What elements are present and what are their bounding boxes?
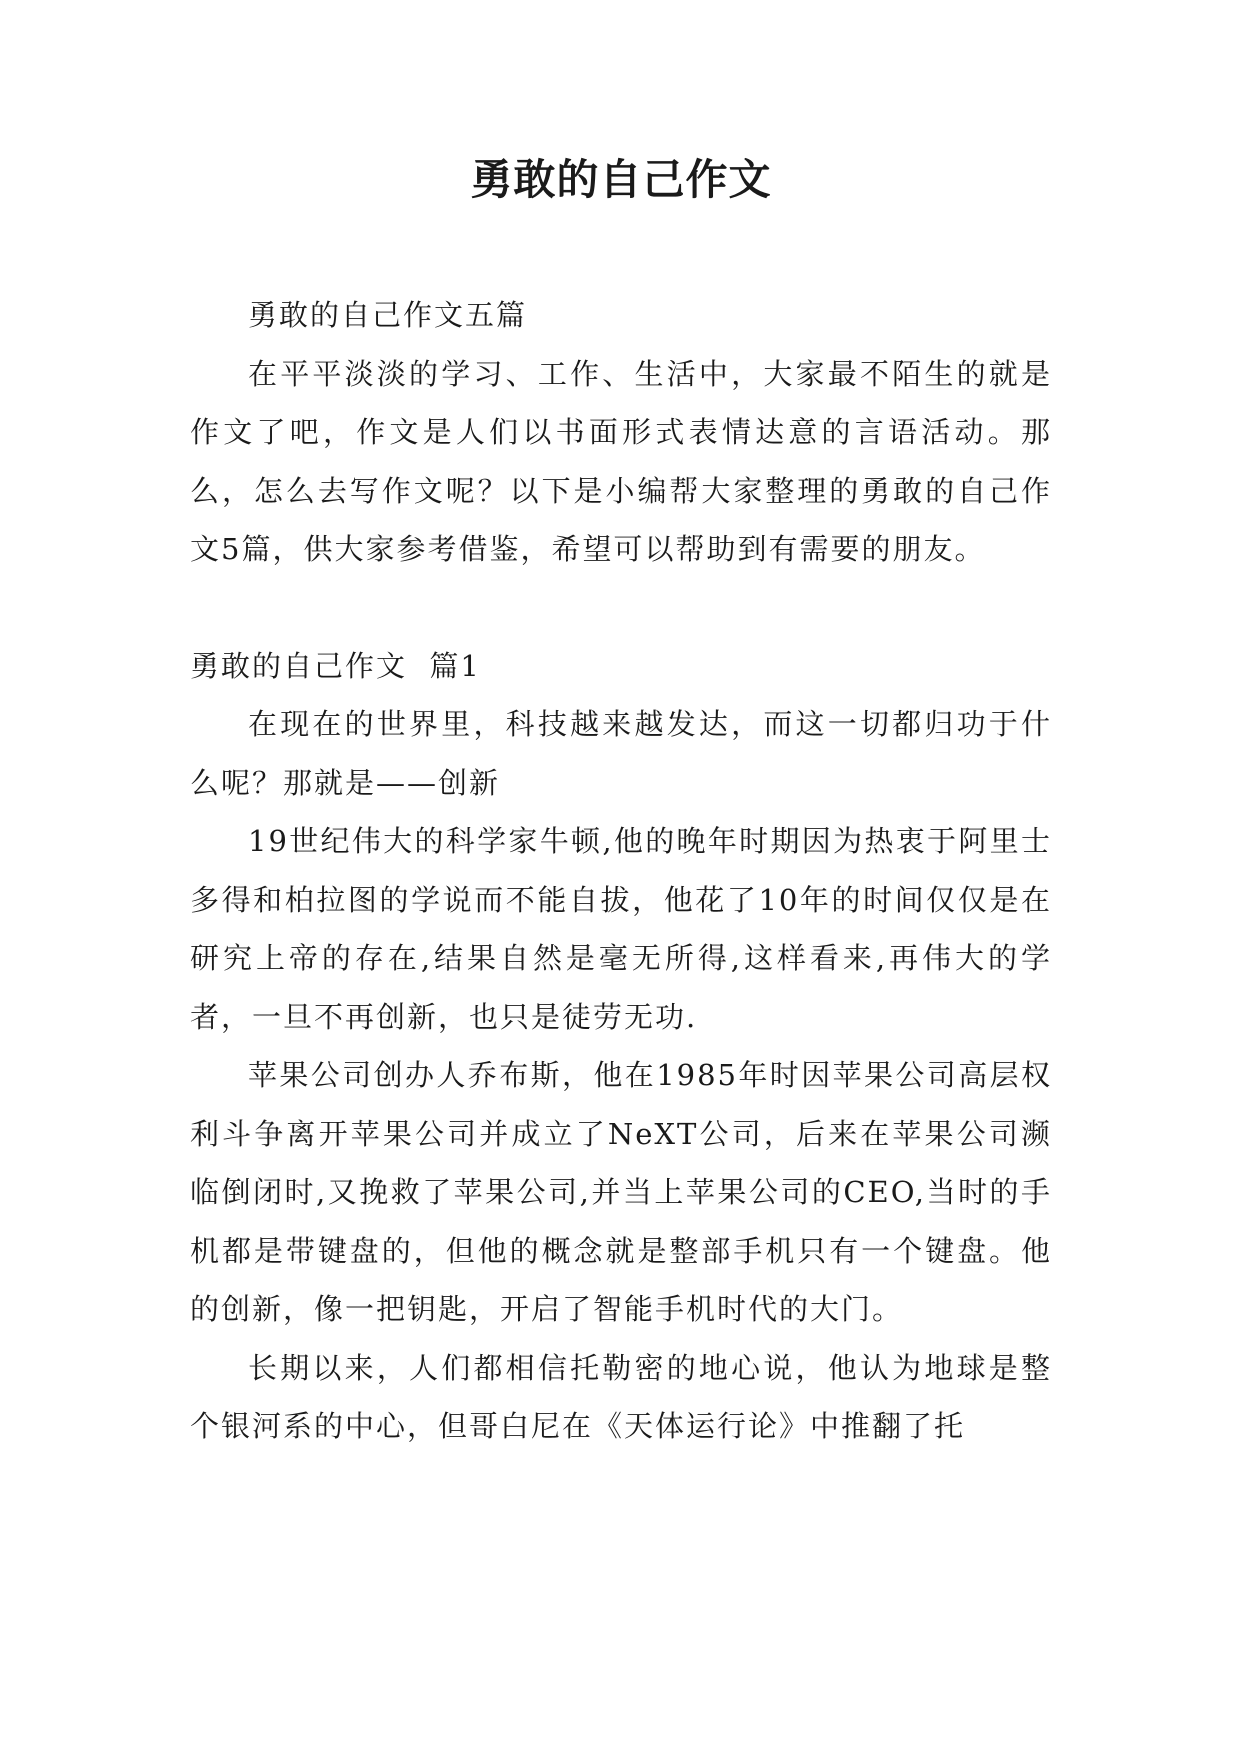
document-title: 勇敢的自己作文: [470, 155, 772, 204]
section-heading: 勇敢的自己作文 篇1: [190, 648, 481, 683]
body-paragraph-4: 长期以来，人们都相信托勒密的地心说，他认为地球是整个银河系的中心，但哥白尼在《天体运行论》中推翻了托: [190, 1350, 1052, 1443]
document-body: [190, 286, 1052, 1456]
body-paragraph-3: 苹果公司创办人乔布斯，他在1985年时因苹果公司高层权利斗争离开苹果公司并成立了NeXT公司，后来在苹果公司濒临倒闭时,又挽救了苹果公司,并当上苹果公司的CEO,当时的手机都是带键盘的，但他的概念就是整部手机只有一个键盘。他的创新，像一把钥匙，开启了智能手机时代的大门。: [190, 1058, 1052, 1326]
body-paragraph-1: 在现在的世界里，科技越来越发达，而这一切都归功于什么呢？那就是——创新: [190, 707, 1052, 800]
document-subtitle: 勇敢的自己作文五篇: [248, 298, 528, 332]
body-paragraph-2: 19世纪伟大的科学家牛顿,他的晚年时期因为热衷于阿里士多得和柏拉图的学说而不能自拔，他花了10年的时间仅仅是在研究上帝的存在,结果自然是毫无所得,这样看来,再伟大的学者，一旦不再创新，也只是徒劳无功.: [190, 824, 1052, 1034]
section-spacer: [190, 579, 1052, 637]
intro-paragraph: 在平平淡淡的学习、工作、生活中，大家最不陌生的就是作文了吧，作文是人们以书面形式表情达意的言语活动。那么，怎么去写作文呢？以下是小编帮大家整理的勇敢的自己作文5篇，供大家参考借鉴，希望可以帮助到有需要的朋友。: [190, 356, 1052, 566]
